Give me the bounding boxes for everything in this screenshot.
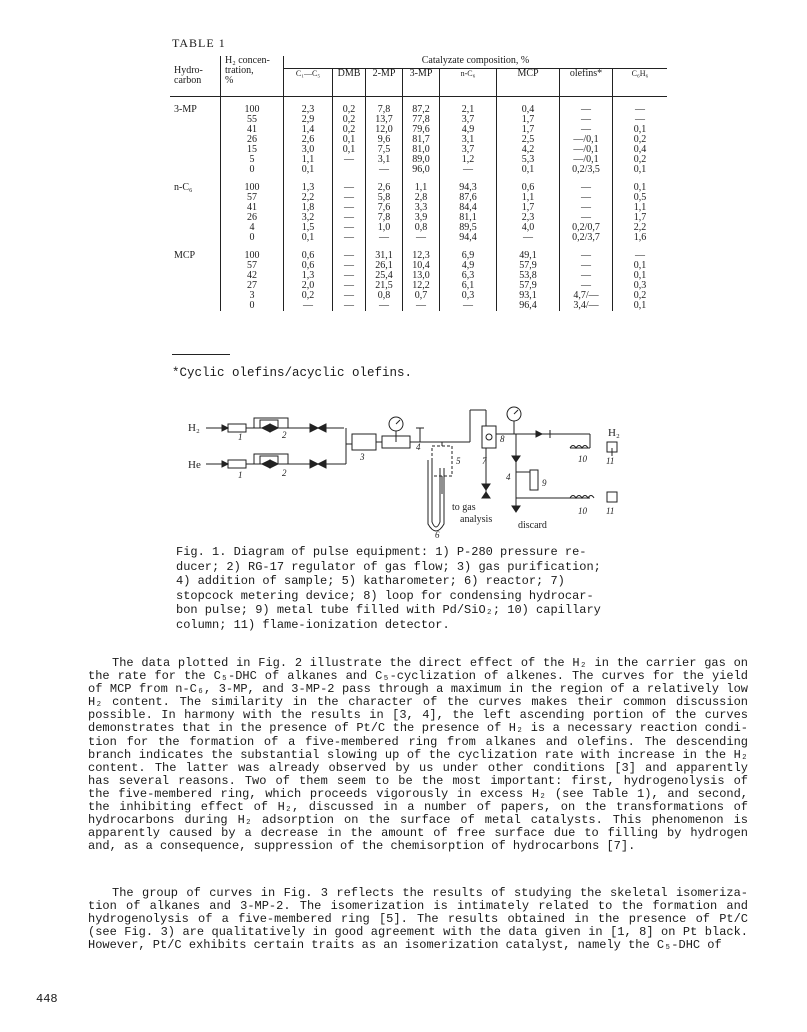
- hydrocarbon-cell: [170, 301, 221, 311]
- table-cell: 5,8: [366, 193, 403, 203]
- table-cell: 26: [221, 213, 284, 223]
- h2-label: H₂: [188, 422, 200, 434]
- table-cell: 3,3: [403, 203, 440, 213]
- hydrocarbon-cell: 3-MP: [174, 104, 197, 115]
- label-7: 7: [482, 456, 487, 466]
- table-cell: 0,2: [333, 125, 366, 135]
- table-cell: 0: [221, 233, 284, 243]
- table-row: [170, 301, 667, 311]
- table-cell: 0,1: [613, 165, 668, 175]
- table-cell: 0,2: [613, 135, 668, 145]
- table-cell: 87,2: [403, 105, 440, 115]
- table-cell: —: [333, 261, 366, 271]
- body-paragraph-1: [88, 657, 748, 853]
- table-cell: —/0,1: [560, 135, 613, 145]
- table-cell: 2,3: [497, 213, 560, 223]
- figure-caption: [176, 545, 626, 633]
- table-cell: [333, 165, 366, 175]
- table-cell: 42: [221, 271, 284, 281]
- column-header: olefins*: [560, 69, 613, 97]
- reactor-6: [432, 460, 440, 527]
- table-cell: 2,3: [284, 105, 333, 115]
- table-cell: —: [333, 281, 366, 291]
- table-cell: —: [366, 233, 403, 243]
- table-cell: 3: [221, 291, 284, 301]
- column-header: 3-MP: [403, 69, 440, 97]
- hydrocarbon-cell: [170, 203, 221, 213]
- table-cell: 15: [221, 145, 284, 155]
- caption-line: bon pulse; 9) metal tube filled with Pd/SiO₂; 10) capillary: [176, 603, 601, 618]
- h2-outlet-label: H₂: [608, 427, 620, 439]
- label-4b: 4: [506, 472, 511, 482]
- table-cell: 10,4: [403, 261, 440, 271]
- table-cell: —: [560, 271, 613, 281]
- table-cell: 5: [221, 155, 284, 165]
- table-cell: 12,0: [366, 125, 403, 135]
- hydrocarbon-cell: [170, 291, 221, 301]
- header-line: carbon: [174, 75, 202, 86]
- table-cell: 0,1: [333, 135, 366, 145]
- caption-line: Fig. 1. Diagram of pulse equipment: 1) P-280 pressure re-: [176, 545, 587, 559]
- to-gas-analysis-label: analysis: [460, 514, 493, 525]
- table-cell: 13,0: [403, 271, 440, 281]
- table-cell: —: [333, 223, 366, 233]
- table-cell: —: [560, 213, 613, 223]
- fid-detector-11b: [607, 492, 617, 502]
- composition-group-header: Catalyzate composition, %: [284, 56, 668, 69]
- table-cell: 4,9: [440, 125, 497, 135]
- column-header: C₁—C₅: [284, 69, 333, 97]
- table-cell: 7,6: [366, 203, 403, 213]
- pressure-reducer-1b: [228, 460, 246, 468]
- table-cell: 100: [221, 183, 284, 193]
- table-cell: —: [333, 213, 366, 223]
- table-cell: —: [560, 183, 613, 193]
- pd-sio2-tube-9: [530, 470, 538, 490]
- hydrocarbon-cell: [170, 271, 221, 281]
- table-cell: —: [613, 115, 668, 125]
- table-cell: 0,1: [613, 261, 668, 271]
- table-cell: 0,8: [366, 291, 403, 301]
- hydrocarbon-header: [170, 56, 221, 97]
- table-cell: 25,4: [366, 271, 403, 281]
- table-cell: 1,3: [284, 183, 333, 193]
- table-cell: 1,1: [497, 193, 560, 203]
- table-cell: 4: [221, 223, 284, 233]
- table-cell: 81,0: [403, 145, 440, 155]
- pressure-reducer-1: [228, 424, 246, 432]
- table-cell: 4,7/—: [560, 291, 613, 301]
- hydrocarbon-cell: [170, 193, 221, 203]
- table-cell: 1,1: [403, 183, 440, 193]
- table-cell: 57: [221, 261, 284, 271]
- table-body: [170, 97, 667, 312]
- table-cell: 1,7: [497, 203, 560, 213]
- table-cell: 0,1: [284, 233, 333, 243]
- table-cell: 1,4: [284, 125, 333, 135]
- table-cell: 0,2: [613, 155, 668, 165]
- paragraph-line: possible. In harmony with the results in [3, 4], the left ascending portion of the curves: [88, 708, 748, 723]
- table-cell: 0,8: [403, 223, 440, 233]
- table-cell: 2,2: [284, 193, 333, 203]
- table-cell: 0: [221, 165, 284, 175]
- table-cell: 100: [221, 105, 284, 115]
- table-cell: 0,2/3,5: [560, 165, 613, 175]
- table-cell: 53,8: [497, 271, 560, 281]
- table-cell: —/0,1: [560, 155, 613, 165]
- table-cell: 2,1: [440, 105, 497, 115]
- table-cell: —: [560, 261, 613, 271]
- hydrocarbon-cell: [170, 223, 221, 233]
- hydrocarbon-cell: [170, 165, 221, 175]
- table-cell: 0,2: [333, 115, 366, 125]
- paragraph-line: apparently caused by a decrease in the amount of free surface due to filling by hydrogen: [88, 826, 748, 841]
- table-cell: 4,2: [497, 145, 560, 155]
- caption-line: ducer; 2) RG-17 regulator of gas flow; 3) gas purification;: [176, 559, 601, 574]
- table-cell: —: [333, 203, 366, 213]
- table-cell: —: [560, 251, 613, 261]
- table-cell: —: [366, 301, 403, 311]
- he-label: He: [188, 459, 201, 471]
- table-cell: 6,3: [440, 271, 497, 281]
- page-number: 448: [36, 992, 58, 1006]
- table-cell: —: [560, 115, 613, 125]
- table-cell: 27: [221, 281, 284, 291]
- paragraph-line: branch indicates the substantial slowing up of the cyclization rate with increase in the H₂: [88, 747, 748, 762]
- table-cell: 1,7: [497, 125, 560, 135]
- table-cell: 5,3: [497, 155, 560, 165]
- table-footnote: *Cyclic olefins/acyclic olefins.: [172, 366, 413, 380]
- table-cell: 7,5: [366, 145, 403, 155]
- table-cell: 1,1: [613, 203, 668, 213]
- paragraph-line: content. The latter was already observed by us under other conditions [3] and apparently: [88, 760, 748, 775]
- label-5: 5: [456, 456, 461, 466]
- table-cell: 26: [221, 135, 284, 145]
- table-cell: 0: [221, 301, 284, 311]
- table-cell: 7,8: [366, 213, 403, 223]
- header-line: Hydro-: [174, 65, 203, 76]
- paragraph-line: The data plotted in Fig. 2 illustrate the direct effect of the H₂ in the carrier gas on: [112, 656, 748, 670]
- table-cell: 2,5: [497, 135, 560, 145]
- table-cell: 0,2: [333, 105, 366, 115]
- table-cell: —: [560, 193, 613, 203]
- table-cell: 0,1: [613, 301, 668, 311]
- column-header: DMB: [333, 69, 366, 97]
- table-cell: 94,4: [440, 233, 497, 243]
- footnote-rule: [172, 354, 230, 355]
- paragraph-line: tion for the formation of a five-membered ring from alkanes and olefins. The descending: [88, 734, 748, 749]
- table-cell: 57,9: [497, 261, 560, 271]
- table-cell: 3,4/—: [560, 301, 613, 311]
- table-cell: —: [440, 301, 497, 311]
- label-9: 9: [542, 478, 547, 488]
- gas-purification-3: [352, 434, 376, 450]
- column-header: 2-MP: [366, 69, 403, 97]
- label-8: 8: [500, 434, 505, 444]
- paragraph-line: the rate for the C₅-DHC of alkanes and C₅-cyclization of alkenes. The curves for the yield: [88, 669, 748, 684]
- label-11: 11: [606, 506, 615, 516]
- table-cell: —: [403, 233, 440, 243]
- table-cell: 3,9: [403, 213, 440, 223]
- paragraph-line: hydrocarbons during H₂ adsorption on the surface of metal catalysts. This phenomenon is: [88, 813, 748, 828]
- label-4: 4: [416, 442, 421, 452]
- table-cell: 79,6: [403, 125, 440, 135]
- label-6: 6: [435, 530, 440, 538]
- paragraph-line: and, as a consequence, suppression of the chemisorption of hydrocarbons [7].: [88, 839, 636, 854]
- table-cell: 0,1: [284, 165, 333, 175]
- table-cell: 0,6: [497, 183, 560, 193]
- table-cell: —: [440, 165, 497, 175]
- table-cell: 4,9: [440, 261, 497, 271]
- table-cell: —: [560, 203, 613, 213]
- hydrocarbon-cell: [170, 115, 221, 125]
- table-cell: 0,5: [613, 193, 668, 203]
- label-10: 10: [578, 454, 587, 464]
- table-cell: 9,6: [366, 135, 403, 145]
- table-cell: 81,1: [440, 213, 497, 223]
- table-cell: 89,0: [403, 155, 440, 165]
- pulse-equipment-diagram: [170, 398, 640, 538]
- column-header: MCP: [497, 69, 560, 97]
- table-cell: 2,0: [284, 281, 333, 291]
- table-cell: 1,7: [497, 115, 560, 125]
- table-cell: 87,6: [440, 193, 497, 203]
- paragraph-line: has several reasons. Two of them seem to be the most important: first, hydrogenolysis of: [88, 773, 748, 788]
- table-cell: 3,7: [440, 115, 497, 125]
- table-cell: 2,6: [284, 135, 333, 145]
- table-cell: 57: [221, 193, 284, 203]
- table-cell: —: [497, 233, 560, 243]
- header-line: %: [225, 75, 234, 86]
- table-cell: —: [333, 301, 366, 311]
- hydrocarbon-cell: [170, 145, 221, 155]
- table-cell: 6,9: [440, 251, 497, 261]
- table-cell: 3,2: [284, 213, 333, 223]
- h2-concentration-header: [221, 56, 284, 97]
- table-cell: —: [613, 251, 668, 261]
- table-cell: 0,3: [440, 291, 497, 301]
- katharometer-5: [432, 446, 452, 476]
- table-cell: 0,7: [403, 291, 440, 301]
- table-cell: 93,1: [497, 291, 560, 301]
- table-cell: 0,6: [284, 251, 333, 261]
- table-cell: 0,1: [613, 183, 668, 193]
- table-cell: —: [333, 193, 366, 203]
- table-cell: 3,1: [440, 135, 497, 145]
- table-cell: 12,2: [403, 281, 440, 291]
- discard-label: discard: [518, 520, 547, 531]
- table-cell: 0,4: [497, 105, 560, 115]
- table-cell: 0,3: [613, 281, 668, 291]
- table-cell: 55: [221, 115, 284, 125]
- label-2: 2: [282, 468, 287, 478]
- table-cell: 31,1: [366, 251, 403, 261]
- label-2: 2: [282, 430, 287, 440]
- table-cell: 57,9: [497, 281, 560, 291]
- to-gas-analysis-label: to gas: [452, 502, 476, 513]
- paragraph-line: tion of alkanes and 3-MP-2. The isomerization is intimately related to the formation and: [88, 899, 748, 914]
- table-cell: 0,2: [284, 291, 333, 301]
- table-cell: —: [284, 301, 333, 311]
- table-cell: 0,2/0,7: [560, 223, 613, 233]
- table-cell: 94,3: [440, 183, 497, 193]
- paragraph-line: of MCP from n-C₆, 3-MP, and 3-MP-2 pass through a maximum in the region of a relatively low: [88, 682, 748, 697]
- table-cell: 0,6: [284, 261, 333, 271]
- table-cell: 77,8: [403, 115, 440, 125]
- arrow-icon: [222, 425, 228, 431]
- paragraph-line: the five-membered ring, which proceeds vigorously in excess H₂ (see Table 1), and second,: [88, 786, 748, 801]
- table-cell: 96,0: [403, 165, 440, 175]
- table-cell: 1,5: [284, 223, 333, 233]
- body-paragraph-2: [88, 887, 748, 952]
- table-row: [170, 165, 667, 175]
- table-cell: 100: [221, 251, 284, 261]
- table-cell: 41: [221, 125, 284, 135]
- label-11: 11: [606, 456, 615, 466]
- paragraph-line: (see Fig. 3) are qualitatively in good agreement with the data given in [1, 8] on Pt black.: [88, 925, 748, 940]
- table-cell: 2,8: [403, 193, 440, 203]
- table-cell: —: [333, 183, 366, 193]
- table-cell: 0,1: [497, 165, 560, 175]
- table-row: [170, 233, 667, 243]
- table-cell: 1,0: [366, 223, 403, 233]
- hydrocarbon-cell: [170, 125, 221, 135]
- table-cell: 12,3: [403, 251, 440, 261]
- table-cell: 96,4: [497, 301, 560, 311]
- header-line: tration,: [225, 65, 254, 76]
- table-title: TABLE 1: [172, 36, 226, 50]
- table-cell: 84,4: [440, 203, 497, 213]
- column-header: C₆H₆: [613, 69, 668, 97]
- table-cell: —: [560, 105, 613, 115]
- table-cell: —: [613, 105, 668, 115]
- header-line: H₂ concen-: [225, 55, 270, 66]
- hydrocarbon-cell: [170, 155, 221, 165]
- label-3: 3: [360, 452, 365, 462]
- hydrocarbon-cell: n-C₆: [174, 182, 193, 193]
- label-1: 1: [238, 432, 243, 442]
- paragraph-line: hydrogenolysis of a five-membered ring [5]. The results obtained in the presence of Pt/C: [88, 912, 748, 927]
- table-cell: —: [333, 155, 366, 165]
- paragraph-line: H₂ content. The similarity in the character of the curves makes their common discussion: [88, 695, 748, 710]
- table-cell: 2,9: [284, 115, 333, 125]
- table-cell: 0,1: [613, 125, 668, 135]
- table-cell: 4,0: [497, 223, 560, 233]
- label-1: 1: [238, 470, 243, 480]
- table-cell: 2,2: [613, 223, 668, 233]
- table-cell: 3,7: [440, 145, 497, 155]
- paragraph-line: the inhibiting effect of H₂, discussed in a number of papers, on the transformations of: [88, 800, 748, 815]
- table-cell: 0,4: [613, 145, 668, 155]
- table-cell: —: [333, 291, 366, 301]
- table-cell: 0,2: [613, 291, 668, 301]
- caption-line: 4) addition of sample; 5) katharometer; 6) reactor; 7): [176, 574, 565, 589]
- hydrocarbon-cell: [170, 281, 221, 291]
- table-cell: 1,3: [284, 271, 333, 281]
- table-cell: 41: [221, 203, 284, 213]
- table-cell: 21,5: [366, 281, 403, 291]
- stopcock-metering-device-7: [482, 426, 496, 448]
- data-table: [170, 56, 667, 311]
- column-header: n-C₆: [440, 69, 497, 97]
- table-cell: 2,6: [366, 183, 403, 193]
- table-cell: 1,1: [284, 155, 333, 165]
- paragraph-line: However, Pt/C exhibits certain traits as an isomerization catalyst, namely the C₅-DHC of: [88, 938, 722, 953]
- table-cell: —: [333, 233, 366, 243]
- table-cell: —: [366, 165, 403, 175]
- table-cell: —/0,1: [560, 145, 613, 155]
- table-cell: 6,1: [440, 281, 497, 291]
- table-cell: —: [560, 125, 613, 135]
- table-cell: 26,1: [366, 261, 403, 271]
- hydrocarbon-cell: [170, 261, 221, 271]
- table-cell: 7,8: [366, 105, 403, 115]
- table-cell: 1,6: [613, 233, 668, 243]
- paragraph-line: The group of curves in Fig. 3 reflects the results of studying the skeletal isomeriza-: [112, 886, 748, 900]
- table-cell: —: [333, 251, 366, 261]
- caption-line: stopcock metering device; 8) loop for condensing hydrocar-: [176, 588, 594, 603]
- table-cell: —: [560, 281, 613, 291]
- table-cell: 3,0: [284, 145, 333, 155]
- caption-line: column; 11) flame-ionization detector.: [176, 617, 450, 632]
- paragraph-line: demonstrates that in the presence of Pt/C the presence of H₂ is a necessary reaction condi-: [88, 721, 748, 736]
- table-cell: 81,7: [403, 135, 440, 145]
- label-10: 10: [578, 506, 587, 516]
- table-cell: 13,7: [366, 115, 403, 125]
- table-cell: 0,2/3,7: [560, 233, 613, 243]
- hydrocarbon-cell: [170, 213, 221, 223]
- table-cell: 89,5: [440, 223, 497, 233]
- table-cell: 49,1: [497, 251, 560, 261]
- table-cell: 3,1: [366, 155, 403, 165]
- table-cell: 0,1: [333, 145, 366, 155]
- hydrocarbon-cell: [170, 135, 221, 145]
- hydrocarbon-cell: [170, 233, 221, 243]
- table-cell: —: [403, 301, 440, 311]
- table-cell: —: [333, 271, 366, 281]
- table-cell: 1,2: [440, 155, 497, 165]
- table-cell: 0,1: [613, 271, 668, 281]
- hydrocarbon-cell: MCP: [174, 250, 196, 261]
- table-cell: 1,7: [613, 213, 668, 223]
- table-cell: 1,8: [284, 203, 333, 213]
